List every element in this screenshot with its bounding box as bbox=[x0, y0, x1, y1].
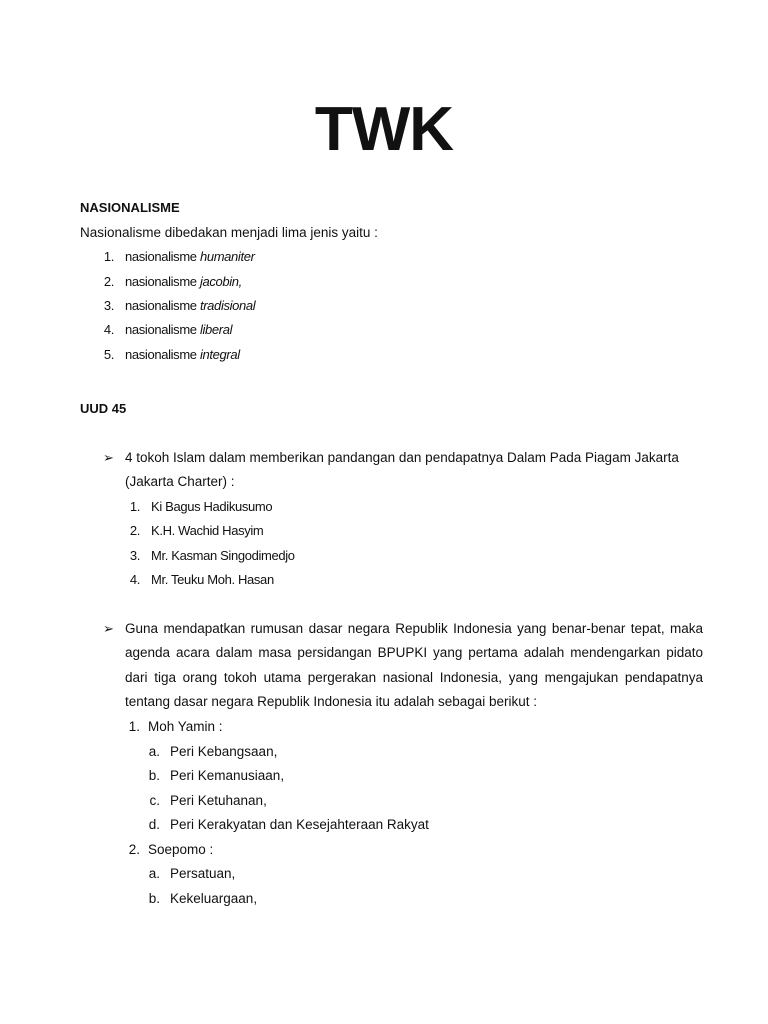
list-letter: b. bbox=[148, 768, 160, 783]
list-item: Persatuan, bbox=[170, 866, 236, 881]
sublist-label: Soepomo : bbox=[148, 842, 214, 857]
list-item: Ki Bagus Hadikusumo bbox=[151, 499, 273, 514]
list-number: 2. bbox=[103, 274, 114, 289]
arrow-bullet-icon: ➢ bbox=[103, 621, 114, 636]
list-number: 1. bbox=[103, 249, 114, 264]
bullet-text: (Jakarta Charter) : bbox=[125, 474, 235, 489]
list-item: nasionalisme integral bbox=[125, 347, 240, 362]
list-number: 5. bbox=[103, 347, 114, 362]
list-letter: c. bbox=[149, 793, 160, 808]
section-heading-nasionalisme: NASIONALISME bbox=[80, 200, 180, 215]
list-item: nasionalisme humaniter bbox=[125, 249, 255, 264]
list-item: Peri Kerakyatan dan Kesejahteraan Rakyat bbox=[170, 817, 429, 832]
list-number: 1. bbox=[129, 499, 140, 514]
list-number: 4. bbox=[103, 322, 114, 337]
list-item: K.H. Wachid Hasyim bbox=[151, 523, 264, 538]
document-title: TWK bbox=[314, 95, 454, 164]
list-item: Mr. Kasman Singodimedjo bbox=[151, 548, 295, 563]
section-intro: Nasionalisme dibedakan menjadi lima jenis yaitu : bbox=[80, 225, 378, 240]
list-number: 2. bbox=[129, 523, 140, 538]
list-letter: a. bbox=[148, 866, 160, 881]
list-number: 1. bbox=[128, 719, 140, 734]
list-letter: b. bbox=[148, 891, 160, 906]
list-letter: d. bbox=[148, 817, 160, 832]
list-number: 3. bbox=[103, 298, 114, 313]
list-item: nasionalisme liberal bbox=[125, 322, 233, 337]
list-item: Kekeluargaan, bbox=[170, 891, 258, 906]
list-item: nasionalisme jacobin, bbox=[125, 274, 242, 289]
list-item: nasionalisme tradisional bbox=[125, 298, 256, 313]
list-item: Peri Kebangsaan, bbox=[170, 744, 278, 759]
list-number: 3. bbox=[129, 548, 140, 563]
list-number: 2. bbox=[128, 842, 140, 857]
sublist-label: Moh Yamin : bbox=[148, 719, 223, 734]
section-heading-uud45: UUD 45 bbox=[80, 401, 127, 416]
list-number: 4. bbox=[129, 572, 140, 587]
list-letter: a. bbox=[148, 744, 160, 759]
arrow-bullet-icon: ➢ bbox=[103, 450, 114, 465]
bullet-text: 4 tokoh Islam dalam memberikan pandangan dan pendapatnya Dalam Pada Piagam Jakarta bbox=[125, 450, 679, 465]
list-item: Peri Ketuhanan, bbox=[170, 793, 267, 808]
list-item: Peri Kemanusiaan, bbox=[170, 768, 285, 783]
list-item: Mr. Teuku Moh. Hasan bbox=[151, 572, 274, 587]
bullet-paragraph: Guna mendapatkan rumusan dasar negara Republik Indonesia yang benar-benar tepat, maka agenda acara dalam masa persidangan BPUPKI yang pertama adalah mendengarkan pidato dari tiga orang tokoh utama pergerakan nasional Indonesia, yang mengajukan pendapatnya tentang dasar negara Republik Indonesia itu adalah sebagai berikut : bbox=[125, 621, 703, 710]
